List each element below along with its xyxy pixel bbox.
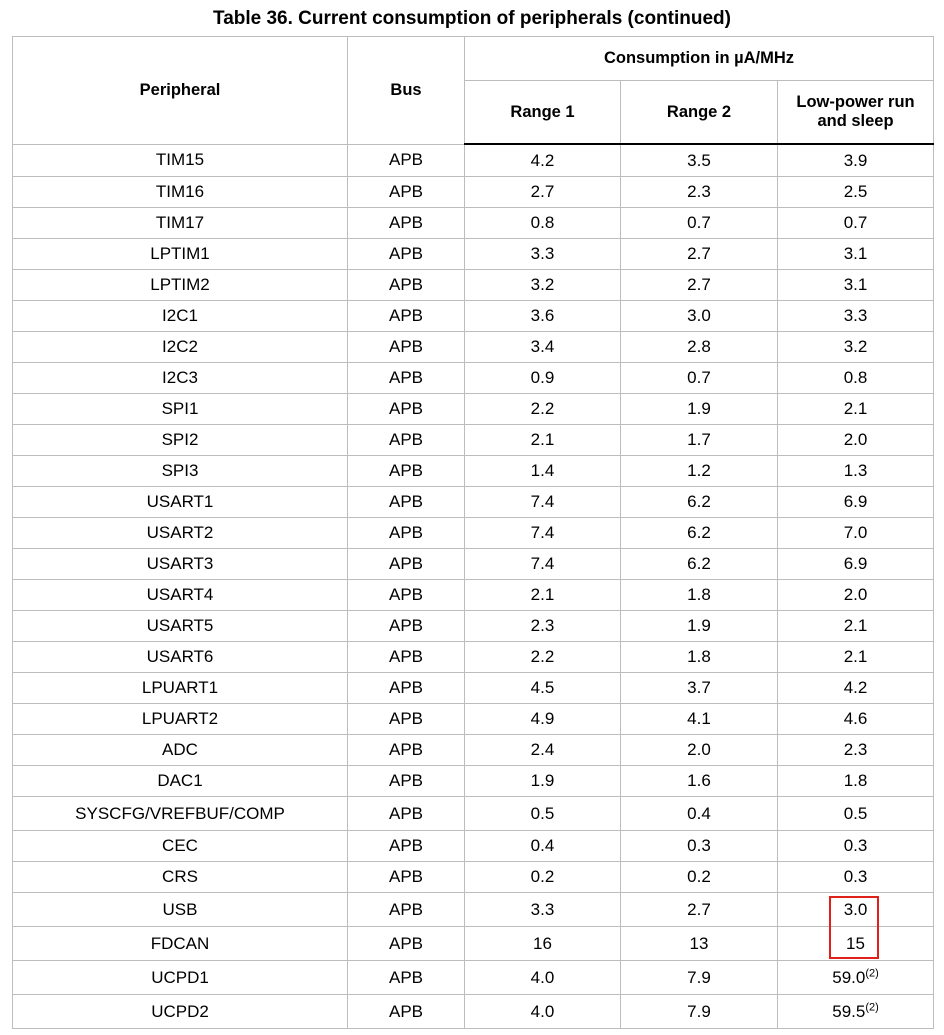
cell-lowpower: 0.8 — [778, 363, 934, 394]
cell-range1: 2.1 — [465, 580, 621, 611]
cell-range2: 1.7 — [621, 425, 778, 456]
cell-range1: 1.4 — [465, 456, 621, 487]
cell-peripheral: I2C1 — [13, 301, 348, 332]
cell-lowpower: 2.1 — [778, 642, 934, 673]
cell-range1: 3.3 — [465, 893, 621, 927]
cell-range2: 2.7 — [621, 270, 778, 301]
cell-bus: APB — [348, 456, 465, 487]
table-row — [13, 766, 934, 797]
cell-peripheral: LPUART2 — [13, 704, 348, 735]
cell-lowpower: 3.0 — [778, 893, 934, 927]
table-row — [13, 487, 934, 518]
cell-bus: APB — [348, 549, 465, 580]
cell-range2: 6.2 — [621, 487, 778, 518]
cell-range1: 2.7 — [465, 177, 621, 208]
cell-range1: 0.8 — [465, 208, 621, 239]
cell-range1: 4.9 — [465, 704, 621, 735]
table-row — [13, 673, 934, 704]
table-row — [13, 144, 934, 177]
cell-range2: 0.4 — [621, 797, 778, 831]
cell-bus: APB — [348, 927, 465, 961]
table-title: Table 36. Current consumption of peripherals (continued) — [213, 8, 731, 29]
cell-range2: 0.7 — [621, 208, 778, 239]
cell-peripheral: CRS — [13, 862, 348, 893]
cell-range1: 2.2 — [465, 642, 621, 673]
cell-range1: 0.4 — [465, 831, 621, 862]
cell-lowpower: 3.1 — [778, 270, 934, 301]
cell-peripheral: SYSCFG/VREFBUF/COMP — [13, 797, 348, 831]
table-row — [13, 208, 934, 239]
cell-lowpower: 0.5 — [778, 797, 934, 831]
cell-range2: 6.2 — [621, 518, 778, 549]
cell-bus: APB — [348, 270, 465, 301]
cell-bus: APB — [348, 673, 465, 704]
cell-lowpower: 4.2 — [778, 673, 934, 704]
table-row — [13, 518, 934, 549]
cell-lowpower: 1.8 — [778, 766, 934, 797]
cell-lowpower: 0.7 — [778, 208, 934, 239]
cell-bus: APB — [348, 394, 465, 425]
cell-range1: 7.4 — [465, 518, 621, 549]
cell-bus: APB — [348, 961, 465, 995]
cell-peripheral: UCPD1 — [13, 961, 348, 995]
cell-peripheral: ADC — [13, 735, 348, 766]
table-row — [13, 456, 934, 487]
cell-peripheral: I2C2 — [13, 332, 348, 363]
cell-lowpower: 59.5$^{(2)}$ — [778, 995, 934, 1029]
footnote-ref: (2) — [865, 966, 879, 979]
cell-lowpower: 3.3 — [778, 301, 934, 332]
cell-range1: 3.2 — [465, 270, 621, 301]
footnote-ref: (2) — [865, 1000, 879, 1013]
cell-bus: APB — [348, 332, 465, 363]
cell-bus: APB — [348, 797, 465, 831]
cell-bus: APB — [348, 831, 465, 862]
table-row — [13, 927, 934, 961]
cell-range2: 3.5 — [621, 144, 778, 177]
consumption-table — [12, 36, 934, 1029]
cell-range1: 4.5 — [465, 673, 621, 704]
cell-lowpower: 0.3 — [778, 831, 934, 862]
table-row — [13, 995, 934, 1029]
table-row — [13, 862, 934, 893]
cell-range2: 6.2 — [621, 549, 778, 580]
cell-range1: 2.3 — [465, 611, 621, 642]
cell-range1: 0.2 — [465, 862, 621, 893]
cell-peripheral: USART4 — [13, 580, 348, 611]
cell-peripheral: USART3 — [13, 549, 348, 580]
cell-bus: APB — [348, 208, 465, 239]
cell-range2: 1.8 — [621, 642, 778, 673]
cell-bus: APB — [348, 144, 465, 177]
cell-bus: APB — [348, 704, 465, 735]
cell-peripheral: USART6 — [13, 642, 348, 673]
cell-range1: 3.3 — [465, 239, 621, 270]
cell-lowpower: 59.0$^{(2)}$ — [778, 961, 934, 995]
table-row — [13, 270, 934, 301]
cell-bus: APB — [348, 642, 465, 673]
table-row — [13, 797, 934, 831]
cell-range2: 0.7 — [621, 363, 778, 394]
cell-lowpower: 4.6 — [778, 704, 934, 735]
table-row — [13, 611, 934, 642]
cell-range1: 4.0 — [465, 961, 621, 995]
cell-lowpower: 0.3 — [778, 862, 934, 893]
table-row — [13, 363, 934, 394]
cell-lowpower: 3.1 — [778, 239, 934, 270]
cell-lowpower: 6.9 — [778, 487, 934, 518]
cell-range1: 2.2 — [465, 394, 621, 425]
cell-bus: APB — [348, 893, 465, 927]
cell-lowpower: 3.2 — [778, 332, 934, 363]
cell-peripheral: TIM16 — [13, 177, 348, 208]
table-row — [13, 580, 934, 611]
cell-peripheral: SPI1 — [13, 394, 348, 425]
table-row — [13, 893, 934, 927]
cell-bus: APB — [348, 425, 465, 456]
cell-range2: 1.8 — [621, 580, 778, 611]
cell-lowpower: 2.1 — [778, 611, 934, 642]
header-lowpower: Low-power run and sleep — [778, 81, 934, 145]
cell-peripheral: TIM17 — [13, 208, 348, 239]
cell-range1: 7.4 — [465, 549, 621, 580]
cell-peripheral: USART5 — [13, 611, 348, 642]
cell-lowpower: 6.9 — [778, 549, 934, 580]
cell-range2: 1.9 — [621, 394, 778, 425]
header-bus: Bus — [348, 37, 465, 145]
cell-peripheral: LPTIM1 — [13, 239, 348, 270]
cell-peripheral: USART1 — [13, 487, 348, 518]
cell-range1: 7.4 — [465, 487, 621, 518]
header-range2: Range 2 — [621, 81, 778, 145]
cell-range1: 0.5 — [465, 797, 621, 831]
cell-lowpower: 7.0 — [778, 518, 934, 549]
table-row — [13, 301, 934, 332]
cell-range2: 2.7 — [621, 239, 778, 270]
cell-peripheral: LPTIM2 — [13, 270, 348, 301]
cell-range2: 7.9 — [621, 961, 778, 995]
cell-range2: 0.2 — [621, 862, 778, 893]
cell-peripheral: I2C3 — [13, 363, 348, 394]
cell-bus: APB — [348, 177, 465, 208]
cell-range1: 16 — [465, 927, 621, 961]
table-row — [13, 735, 934, 766]
cell-lowpower: 3.9 — [778, 144, 934, 177]
cell-peripheral: SPI3 — [13, 456, 348, 487]
cell-range1: 0.9 — [465, 363, 621, 394]
cell-peripheral: TIM15 — [13, 144, 348, 177]
cell-lowpower: 15 — [778, 927, 934, 961]
cell-range1: 2.1 — [465, 425, 621, 456]
cell-range1: 2.4 — [465, 735, 621, 766]
table-row — [13, 831, 934, 862]
cell-peripheral: USART2 — [13, 518, 348, 549]
table-row — [13, 642, 934, 673]
cell-range2: 2.8 — [621, 332, 778, 363]
cell-lowpower: 2.0 — [778, 425, 934, 456]
header-range1: Range 1 — [465, 81, 621, 145]
header-consumption: Consumption in µA/MHz — [465, 37, 934, 81]
cell-lowpower: 2.1 — [778, 394, 934, 425]
cell-range2: 1.6 — [621, 766, 778, 797]
table-row — [13, 239, 934, 270]
cell-lowpower: 2.3 — [778, 735, 934, 766]
cell-range2: 2.0 — [621, 735, 778, 766]
cell-range2: 13 — [621, 927, 778, 961]
cell-range2: 2.3 — [621, 177, 778, 208]
cell-lowpower: 1.3 — [778, 456, 934, 487]
cell-range1: 3.4 — [465, 332, 621, 363]
cell-bus: APB — [348, 995, 465, 1029]
cell-range2: 4.1 — [621, 704, 778, 735]
cell-range2: 2.7 — [621, 893, 778, 927]
cell-peripheral: USB — [13, 893, 348, 927]
cell-peripheral: CEC — [13, 831, 348, 862]
cell-bus: APB — [348, 766, 465, 797]
table-row — [13, 394, 934, 425]
cell-bus: APB — [348, 239, 465, 270]
table-row — [13, 549, 934, 580]
table-row — [13, 332, 934, 363]
cell-bus: APB — [348, 862, 465, 893]
cell-bus: APB — [348, 363, 465, 394]
cell-range1: 3.6 — [465, 301, 621, 332]
header-peripheral: Peripheral — [13, 37, 348, 145]
cell-range2: 1.9 — [621, 611, 778, 642]
cell-peripheral: LPUART1 — [13, 673, 348, 704]
cell-range2: 7.9 — [621, 995, 778, 1029]
cell-peripheral: FDCAN — [13, 927, 348, 961]
cell-peripheral: SPI2 — [13, 425, 348, 456]
cell-lowpower: 2.0 — [778, 580, 934, 611]
table-row — [13, 425, 934, 456]
cell-range2: 0.3 — [621, 831, 778, 862]
cell-range1: 1.9 — [465, 766, 621, 797]
table-row — [13, 961, 934, 995]
cell-peripheral: DAC1 — [13, 766, 348, 797]
cell-bus: APB — [348, 580, 465, 611]
cell-range2: 3.7 — [621, 673, 778, 704]
table-row — [13, 177, 934, 208]
cell-bus: APB — [348, 735, 465, 766]
cell-range1: 4.0 — [465, 995, 621, 1029]
cell-bus: APB — [348, 301, 465, 332]
cell-bus: APB — [348, 487, 465, 518]
cell-lowpower: 2.5 — [778, 177, 934, 208]
cell-bus: APB — [348, 518, 465, 549]
cell-bus: APB — [348, 611, 465, 642]
cell-range1: 4.2 — [465, 144, 621, 177]
cell-peripheral: UCPD2 — [13, 995, 348, 1029]
cell-range2: 3.0 — [621, 301, 778, 332]
table-row — [13, 704, 934, 735]
cell-range2: 1.2 — [621, 456, 778, 487]
